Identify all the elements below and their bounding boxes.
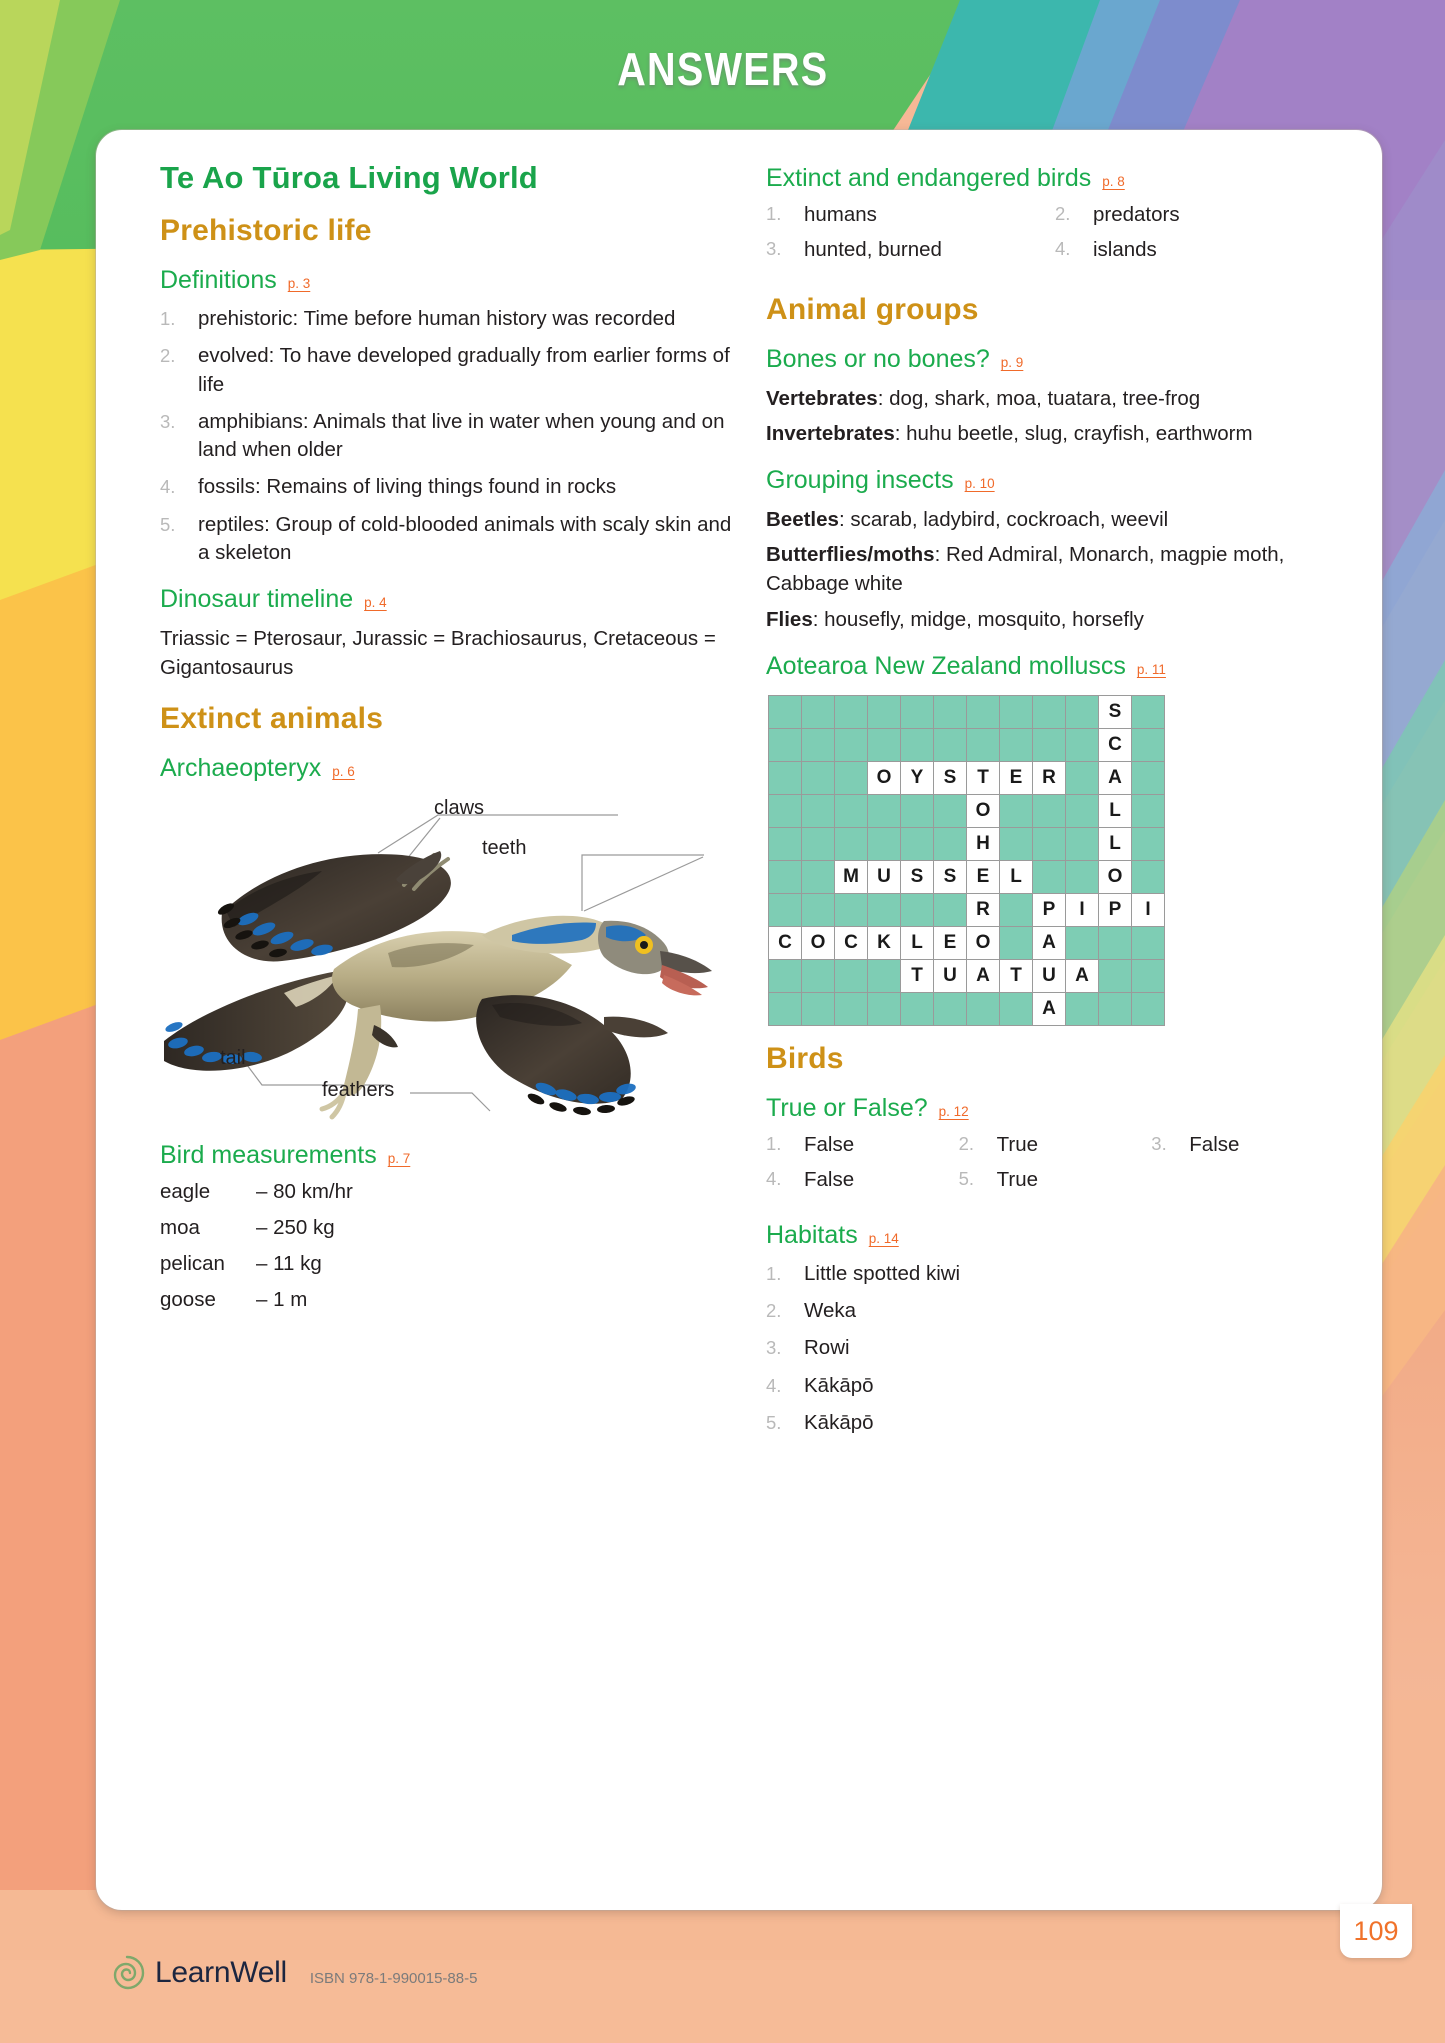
definitions-list xyxy=(160,305,732,567)
measurement-row xyxy=(160,1252,732,1276)
crossword-blank-cell xyxy=(769,828,801,860)
crossword-blank-cell xyxy=(901,828,933,860)
crossword-blank-cell xyxy=(934,993,966,1025)
crossword-blank-cell xyxy=(1033,696,1065,728)
crossword-blank-cell xyxy=(1000,795,1032,827)
true-false-label: True or False? xyxy=(766,1093,928,1122)
crossword-blank-cell xyxy=(802,696,834,728)
crossword-blank-cell xyxy=(802,828,834,860)
page-ref-archaeopteryx: p. 6 xyxy=(332,764,355,780)
subheading-true-or-false xyxy=(766,1094,1344,1123)
crossword-blank-cell xyxy=(835,795,867,827)
page-title: ANSWERS xyxy=(616,43,829,95)
crossword-blank-cell xyxy=(769,762,801,794)
crossword-blank-cell xyxy=(802,795,834,827)
list-item xyxy=(160,473,732,501)
answer-cell xyxy=(1055,238,1344,262)
list-text: Kākāpō xyxy=(804,1373,874,1397)
archaeopteryx-figure xyxy=(152,793,732,1123)
crossword-blank-cell xyxy=(901,993,933,1025)
crossword-letter-cell: R xyxy=(1033,762,1065,794)
insects-line xyxy=(766,540,1344,598)
insects-line xyxy=(766,605,1344,634)
answer-text: False xyxy=(1189,1132,1240,1156)
section-prehistoric-life: Prehistoric life xyxy=(160,214,372,247)
page-ref-molluscs: p. 11 xyxy=(1136,661,1166,677)
insects-line xyxy=(766,505,1344,534)
crossword-letter-cell: O xyxy=(967,927,999,959)
crossword-blank-cell xyxy=(769,861,801,893)
insects-label-butterflies: Butterflies/moths xyxy=(766,543,935,567)
list-item xyxy=(160,305,732,333)
crossword-blank-cell xyxy=(934,729,966,761)
insects-label-beetles: Beetles xyxy=(766,508,839,532)
figure-label-tail: tail xyxy=(220,1047,246,1070)
answer-cell xyxy=(1151,1133,1344,1157)
crossword-blank-cell xyxy=(769,795,801,827)
list-item xyxy=(766,1334,1344,1362)
subheading-habitats xyxy=(766,1221,1344,1250)
crossword-blank-cell xyxy=(1000,729,1032,761)
crossword-blank-cell xyxy=(967,729,999,761)
subheading-extinct-endangered-birds xyxy=(766,164,1344,193)
crossword-letter-cell: L xyxy=(901,927,933,959)
crossword-blank-cell xyxy=(802,762,834,794)
crossword-blank-cell xyxy=(901,795,933,827)
answer-number: 1. xyxy=(766,203,782,224)
crossword-blank-cell xyxy=(967,993,999,1025)
list-text: Rowi xyxy=(804,1336,850,1360)
subheading-bones-or-no-bones xyxy=(766,345,1344,374)
page-header xyxy=(0,0,1445,138)
crossword-letter-cell: C xyxy=(835,927,867,959)
crossword-blank-cell xyxy=(868,729,900,761)
list-number: 4. xyxy=(160,476,176,498)
crossword-blank-cell xyxy=(802,729,834,761)
crossword-letter-cell: E xyxy=(1000,762,1032,794)
bones-line xyxy=(766,384,1344,413)
crossword-letter-cell: S xyxy=(1099,696,1131,728)
page-footer xyxy=(0,1910,1445,2043)
list-number: 5. xyxy=(160,513,176,535)
crossword-letter-cell: A xyxy=(967,960,999,992)
crossword-blank-cell xyxy=(835,729,867,761)
crossword-blank-cell xyxy=(1132,828,1164,860)
crossword-blank-cell xyxy=(934,894,966,926)
answer-cell xyxy=(1055,203,1344,227)
insects-label-flies: Flies xyxy=(766,607,813,631)
answer-text: predators xyxy=(1093,203,1180,226)
bones-line xyxy=(766,419,1344,448)
crossword-letter-cell: I xyxy=(1132,894,1164,926)
crossword-letter-cell: O xyxy=(967,795,999,827)
crossword-blank-cell xyxy=(868,894,900,926)
answer-cell xyxy=(959,1168,1152,1192)
measurement-name: goose xyxy=(160,1288,216,1312)
page-ref-dinosaur-timeline: p. 4 xyxy=(364,595,387,611)
crossword-blank-cell xyxy=(835,696,867,728)
list-number: 1. xyxy=(160,308,176,329)
crossword-blank-cell xyxy=(934,795,966,827)
crossword-blank-cell xyxy=(1066,927,1098,959)
crossword-letter-cell: P xyxy=(1099,894,1131,926)
molluscs-label: Aotearoa New Zealand molluscs xyxy=(766,651,1126,680)
answer-number: 3. xyxy=(766,238,782,259)
subheading-bird-measurements xyxy=(160,1141,732,1170)
bones-label-invertebrates: Invertebrates xyxy=(766,422,895,446)
crossword-letter-cell: L xyxy=(1099,828,1131,860)
measurement-value: – 1 m xyxy=(256,1288,308,1312)
habitats-list xyxy=(766,1260,1344,1437)
measurement-row xyxy=(160,1216,732,1240)
crossword-letter-cell: P xyxy=(1033,894,1065,926)
answer-text: False xyxy=(804,1132,855,1156)
crossword-blank-cell xyxy=(835,960,867,992)
crossword-blank-cell xyxy=(802,960,834,992)
crossword-blank-cell xyxy=(934,828,966,860)
koru-spiral-icon xyxy=(108,1954,146,1992)
page-ref-bones: p. 9 xyxy=(1000,355,1024,370)
list-text: prehistoric: Time before human history was recorded xyxy=(198,307,676,330)
crossword-letter-cell: O xyxy=(868,762,900,794)
crossword-blank-cell xyxy=(1000,993,1032,1025)
crossword-blank-cell xyxy=(901,894,933,926)
crossword-blank-cell xyxy=(1000,696,1032,728)
figure-label-teeth: teeth xyxy=(482,837,527,860)
crossword-letter-cell: Y xyxy=(901,762,933,794)
list-text: reptiles: Group of cold-blooded animals with scaly skin and a skeleton xyxy=(198,512,732,564)
crossword-letter-cell: S xyxy=(934,762,966,794)
answer-number: 4. xyxy=(1055,238,1071,259)
list-number: 3. xyxy=(160,410,176,432)
crossword-blank-cell xyxy=(934,696,966,728)
crossword-blank-cell xyxy=(1066,762,1098,794)
page-ref-bird-measurements: p. 7 xyxy=(387,1151,411,1167)
crossword-blank-cell xyxy=(1033,795,1065,827)
crossword-blank-cell xyxy=(1132,762,1164,794)
crossword-blank-cell xyxy=(1132,729,1164,761)
insects-value-beetles: : scarab, ladybird, cockroach, weevil xyxy=(838,508,1169,532)
crossword-blank-cell xyxy=(1033,729,1065,761)
list-item xyxy=(160,342,732,399)
crossword-letter-cell: S xyxy=(934,861,966,893)
answer-cell xyxy=(766,1133,959,1157)
left-column xyxy=(136,160,732,1906)
crossword-blank-cell xyxy=(769,729,801,761)
crossword-blank-cell xyxy=(802,894,834,926)
list-number: 1. xyxy=(766,1262,782,1284)
true-false-answers xyxy=(766,1133,1344,1203)
crossword-blank-cell xyxy=(1066,828,1098,860)
crossword-blank-cell xyxy=(1132,795,1164,827)
crossword-letter-cell: L xyxy=(1099,795,1131,827)
subheading-archaeopteryx xyxy=(160,754,732,783)
crossword-letter-cell: A xyxy=(1033,927,1065,959)
measurement-value: – 11 kg xyxy=(256,1252,322,1276)
measurement-value: – 80 km/hr xyxy=(256,1180,353,1204)
bird-measurements-list xyxy=(160,1180,732,1312)
crossword-blank-cell xyxy=(1066,696,1098,728)
list-item xyxy=(766,1409,1344,1437)
page-ref-habitats: p. 14 xyxy=(868,1230,899,1246)
crossword-letter-cell: M xyxy=(835,861,867,893)
answer-text: humans xyxy=(804,203,877,226)
list-text: fossils: Remains of living things found in rocks xyxy=(198,475,617,499)
definitions-label: Definitions xyxy=(160,266,277,294)
section-birds: Birds xyxy=(766,1041,844,1075)
answer-text: True xyxy=(996,1132,1039,1156)
list-text: Little spotted kiwi xyxy=(804,1261,961,1285)
list-item xyxy=(766,1260,1344,1288)
list-number: 4. xyxy=(766,1374,782,1396)
dinosaur-timeline-answer: Triassic = Pterosaur, Jurassic = Brachiosaurus, Cretaceous = Gigantosaurus xyxy=(160,627,716,680)
crossword-letter-cell: E xyxy=(967,861,999,893)
list-item xyxy=(160,408,732,465)
bones-label-vertebrates: Vertebrates xyxy=(766,387,878,410)
bird-measurements-label: Bird measurements xyxy=(160,1141,377,1170)
crossword-blank-cell xyxy=(835,828,867,860)
crossword-blank-cell xyxy=(1132,993,1164,1025)
dinosaur-timeline-label: Dinosaur timeline xyxy=(160,585,354,614)
crossword-blank-cell xyxy=(835,762,867,794)
bones-value-invertebrates: : huhu beetle, slug, crayfish, earthworm xyxy=(894,422,1253,446)
measurement-row xyxy=(160,1180,732,1204)
crossword-blank-cell xyxy=(1066,993,1098,1025)
crossword-letter-cell: O xyxy=(1099,861,1131,893)
crossword-blank-cell xyxy=(802,861,834,893)
crossword-blank-cell xyxy=(1066,795,1098,827)
crossword-blank-cell xyxy=(769,696,801,728)
crossword-blank-cell xyxy=(967,696,999,728)
crossword-letter-cell: C xyxy=(1099,729,1131,761)
answer-cell xyxy=(766,203,1055,227)
crossword-blank-cell xyxy=(835,993,867,1025)
crossword-letter-cell: A xyxy=(1066,960,1098,992)
list-number: 5. xyxy=(766,1411,782,1433)
answer-number: 5. xyxy=(958,1167,975,1189)
subheading-definitions xyxy=(160,266,732,295)
crossword-blank-cell xyxy=(1099,927,1131,959)
habitats-label: Habitats xyxy=(766,1220,858,1249)
list-number: 2. xyxy=(160,345,176,367)
crossword-letter-cell: K xyxy=(868,927,900,959)
isbn-text: ISBN 978-1-990015-88-5 xyxy=(309,1969,478,1987)
figure-label-feathers: feathers xyxy=(322,1079,395,1102)
answer-number: 1. xyxy=(766,1132,782,1154)
page-ref-definitions: p. 3 xyxy=(287,276,311,291)
crossword-blank-cell xyxy=(769,960,801,992)
answer-cell xyxy=(766,1168,959,1192)
list-number: 3. xyxy=(766,1337,782,1359)
answer-text: islands xyxy=(1093,238,1157,261)
list-text: Weka xyxy=(804,1298,857,1322)
right-column xyxy=(758,160,1344,1906)
crossword-blank-cell xyxy=(1000,927,1032,959)
list-text: Kākāpō xyxy=(804,1410,874,1434)
crossword-blank-cell xyxy=(769,894,801,926)
insects-value-butterflies: : Red Admiral, Monarch, magpie moth, Cabbage white xyxy=(766,543,1285,596)
crossword-letter-cell: T xyxy=(1000,960,1032,992)
crossword-letter-cell: U xyxy=(868,861,900,893)
measurement-name: pelican xyxy=(160,1252,225,1276)
crossword-blank-cell xyxy=(1099,993,1131,1025)
crossword-grid xyxy=(768,695,1165,1026)
crossword-blank-cell xyxy=(1066,861,1098,893)
crossword-blank-cell xyxy=(1000,894,1032,926)
answers-page-card xyxy=(96,130,1382,1910)
list-item xyxy=(766,1372,1344,1400)
extinct-endangered-answers xyxy=(766,203,1344,273)
page-number-badge: 109 xyxy=(1340,1904,1412,1958)
list-item xyxy=(160,511,732,568)
answer-cell xyxy=(959,1133,1152,1157)
crossword-blank-cell xyxy=(1099,960,1131,992)
list-text: evolved: To have developed gradually from earlier forms of life xyxy=(198,344,730,396)
crossword-letter-cell: R xyxy=(967,894,999,926)
bones-value-vertebrates: : dog, shark, moa, tuatara, tree-frog xyxy=(877,387,1201,410)
crossword-blank-cell xyxy=(1132,960,1164,992)
crossword-letter-cell: A xyxy=(1099,762,1131,794)
crossword-blank-cell xyxy=(868,960,900,992)
crossword-blank-cell xyxy=(1132,696,1164,728)
figure-label-claws: claws xyxy=(434,797,485,820)
page-ref-extinct-endangered: p. 8 xyxy=(1102,174,1125,189)
brand-name: LearnWell xyxy=(155,1956,287,1989)
crossword-letter-cell: S xyxy=(901,861,933,893)
crossword-blank-cell xyxy=(1132,927,1164,959)
answer-text: False xyxy=(804,1167,855,1191)
subheading-dinosaur-timeline xyxy=(160,585,732,614)
brand-block xyxy=(108,1954,477,1992)
answer-text: hunted, burned xyxy=(804,238,942,261)
topic-title: Te Ao Tūroa Living World xyxy=(160,160,538,195)
crossword-blank-cell xyxy=(1000,828,1032,860)
answer-number: 3. xyxy=(1151,1132,1167,1154)
crossword-letter-cell: I xyxy=(1066,894,1098,926)
answer-text: True xyxy=(996,1167,1039,1191)
crossword-blank-cell xyxy=(868,828,900,860)
crossword-blank-cell xyxy=(868,993,900,1025)
archaeopteryx-illustration xyxy=(152,793,732,1123)
crossword-blank-cell xyxy=(1132,861,1164,893)
insects-value-flies: : housefly, midge, mosquito, horsefly xyxy=(812,607,1144,631)
page-ref-insects: p. 10 xyxy=(964,476,995,492)
crossword-blank-cell xyxy=(769,993,801,1025)
answer-number: 2. xyxy=(958,1132,975,1154)
section-extinct-animals: Extinct animals xyxy=(160,702,384,736)
extinct-endangered-label: Extinct and endangered birds xyxy=(766,164,1092,192)
crossword-blank-cell xyxy=(1033,828,1065,860)
crossword-blank-cell xyxy=(1066,729,1098,761)
page-ref-true-false: p. 12 xyxy=(938,1103,969,1119)
crossword-blank-cell xyxy=(901,696,933,728)
answer-cell xyxy=(766,238,1055,262)
archaeopteryx-label: Archaeopteryx xyxy=(160,754,322,783)
answer-number: 4. xyxy=(766,1167,782,1189)
crossword-blank-cell xyxy=(802,993,834,1025)
list-number: 2. xyxy=(766,1299,782,1321)
insects-label: Grouping insects xyxy=(766,466,954,495)
measurement-row xyxy=(160,1288,732,1312)
section-animal-groups: Animal groups xyxy=(766,293,979,326)
crossword-letter-cell: E xyxy=(934,927,966,959)
crossword-letter-cell: C xyxy=(769,927,801,959)
subheading-molluscs xyxy=(766,652,1344,681)
measurement-value: – 250 kg xyxy=(256,1216,335,1240)
crossword-letter-cell: H xyxy=(967,828,999,860)
list-text: amphibians: Animals that live in water when young and on land when older xyxy=(198,409,725,462)
crossword-blank-cell xyxy=(835,894,867,926)
measurement-name: moa xyxy=(160,1216,200,1240)
crossword-blank-cell xyxy=(868,795,900,827)
crossword-blank-cell xyxy=(1033,861,1065,893)
measurement-name: eagle xyxy=(160,1180,211,1204)
crossword-blank-cell xyxy=(901,729,933,761)
crossword-letter-cell: U xyxy=(934,960,966,992)
crossword-letter-cell: T xyxy=(967,762,999,794)
bones-label: Bones or no bones? xyxy=(766,345,990,373)
crossword-letter-cell: A xyxy=(1033,993,1065,1025)
list-item xyxy=(766,1297,1344,1325)
crossword-letter-cell: L xyxy=(1000,861,1032,893)
crossword-blank-cell xyxy=(868,696,900,728)
answer-number: 2. xyxy=(1055,203,1071,224)
crossword-letter-cell: T xyxy=(901,960,933,992)
crossword-letter-cell: U xyxy=(1033,960,1065,992)
crossword-letter-cell: O xyxy=(802,927,834,959)
subheading-grouping-insects xyxy=(766,466,1344,495)
